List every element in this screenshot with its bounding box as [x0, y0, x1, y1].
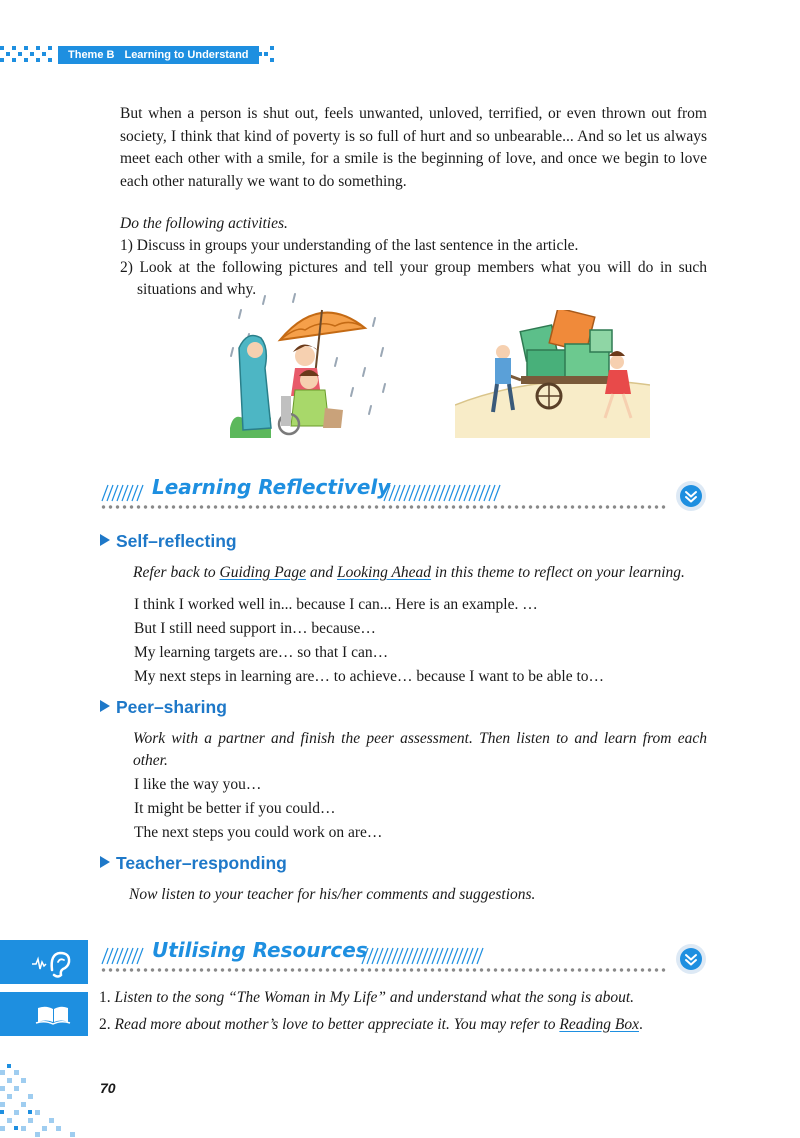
cart-pushing-illustration [455, 310, 650, 438]
resource-item-1 [99, 987, 634, 1009]
listen-ear-icon [0, 940, 88, 984]
self-reflecting-line: My next steps in learning are… to achieve… because I want to be able to… [134, 668, 605, 685]
item-number: 2. [99, 1016, 111, 1033]
peer-sharing-line: The next steps you could work on are… [134, 824, 383, 841]
looking-ahead-link[interactable]: Looking Ahead [337, 564, 432, 581]
activity-item-1: 1) Discuss in groups your understanding of the last sentence in the article. [120, 237, 579, 254]
self-reflecting-instruction [133, 562, 685, 584]
learning-reflectively-title: Learning Reflectively [152, 475, 391, 499]
play-arrow-icon [100, 534, 110, 546]
peer-sharing-instruction: Work with a partner and finish the peer assessment. Then listen to and learn from each other. [133, 730, 707, 769]
peer-sharing-line: It might be better if you could… [134, 800, 336, 817]
self-reflecting-line: I think I worked well in... because I can... Here is an example. … [134, 596, 538, 613]
section-divider [100, 505, 668, 509]
theme-header [58, 46, 259, 64]
reading-tab[interactable] [0, 992, 88, 1036]
utilising-resources-title: Utilising Resources [152, 938, 368, 962]
expand-section-button[interactable] [676, 481, 706, 511]
teacher-responding-heading [100, 853, 287, 874]
instruction-text: in this theme to reflect on your learning. [431, 564, 685, 581]
resource-item-text: . [639, 1016, 643, 1033]
rain-umbrella-illustration [225, 288, 400, 440]
resource-item-text: Read more about mother’s love to better appreciate it. You may refer to [114, 1016, 560, 1033]
self-reflecting-line: But I still need support in… because… [134, 620, 376, 637]
peer-sharing-line: I like the way you… [134, 776, 262, 793]
theme-title: Learning to Understand [124, 49, 249, 61]
footer-checker-pattern [0, 1064, 90, 1138]
self-reflecting-heading [100, 531, 237, 552]
theme-label: Theme B [68, 49, 115, 61]
resource-item-text: Listen to the song “The Woman in My Life” and understand what the song is about. [114, 989, 635, 1006]
open-book-icon [0, 992, 88, 1036]
activity-item-2: 2) Look at the following pictures and tell your group members what you will do in such situations and why. [120, 259, 707, 298]
peer-sharing-heading [100, 697, 227, 718]
teacher-responding-instruction: Now listen to your teacher for his/her comments and suggestions. [129, 886, 536, 903]
page-number: 70 [100, 1080, 116, 1096]
activities-heading: Do the following activities. [120, 215, 288, 232]
item-number: 1. [99, 989, 111, 1006]
self-reflecting-label: Self–reflecting [116, 531, 237, 551]
guiding-page-link[interactable]: Guiding Page [219, 564, 307, 581]
chevron-down-icon [676, 944, 706, 974]
teacher-responding-label: Teacher–responding [116, 853, 287, 873]
section-divider [100, 968, 668, 972]
instruction-text: and [306, 564, 338, 581]
instruction-text: Refer back to [133, 564, 220, 581]
reading-box-link[interactable]: Reading Box [559, 1016, 639, 1033]
chevron-down-icon [676, 481, 706, 511]
peer-sharing-label: Peer–sharing [116, 697, 227, 717]
self-reflecting-line: My learning targets are… so that I can… [134, 644, 389, 661]
intro-paragraph: But when a person is shut out, feels unwanted, unloved, terrified, or even thrown out from society, I think that kind of poverty is so full of hurt and so unbearable... And so let us always meet each other with a smile, for a smile is the beginning of love, and once we begin to love each other naturally we want to do something. [120, 105, 707, 190]
expand-section-button[interactable] [676, 944, 706, 974]
audio-tab[interactable] [0, 940, 88, 984]
play-arrow-icon [100, 700, 110, 712]
resource-item-2 [99, 1014, 643, 1036]
play-arrow-icon [100, 856, 110, 868]
